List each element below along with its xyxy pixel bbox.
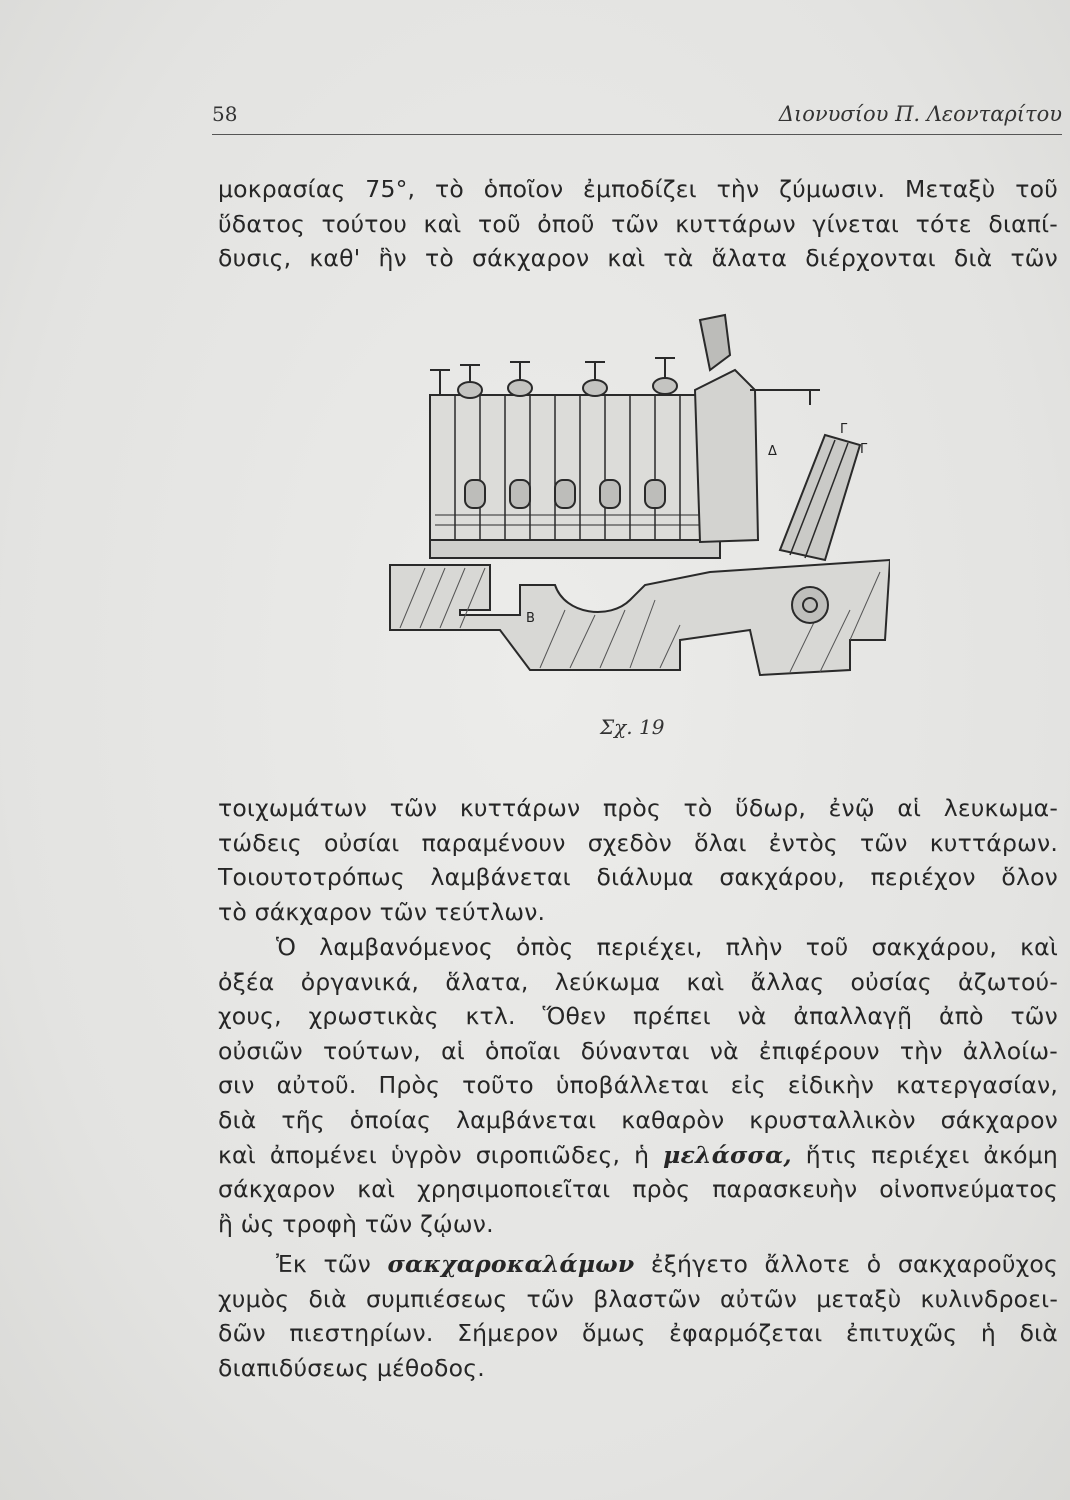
text-line: ὕδατος τούτου καὶ τοῦ ὀποῦ τῶν κυττάρων γίνεται τότε διαπί- (218, 209, 1058, 238)
term-melassa: μελάσσα, (663, 1140, 792, 1169)
text-line: Ὁ λαμβανόμενος ὀπὸς περιέχει, πλὴν τοῦ σακχάρου, καὶ (276, 933, 1058, 961)
term-sakcharokalamon: σακχαροκαλάμων (387, 1250, 635, 1278)
text-fragment: ἐξήγετο ἄλλοτε ὁ σακχαροῦχος (634, 1250, 1058, 1278)
figure-label-d: Δ (768, 444, 777, 459)
page-number: 58 (212, 102, 238, 126)
text-line: χυμὸς διὰ συμπιέσεως τῶν βλαστῶν αὐτῶν μεταξὺ κυλινδροει- (218, 1284, 1058, 1313)
text-line: ἢ ὡς τροφὴ τῶν ζῴων. (218, 1209, 494, 1238)
text-line: τώδεις οὐσίαι παραμένουν σχεδὸν ὅλαι ἐντὸς τῶν κυττάρων. (218, 828, 1058, 857)
text-line: ὀξέα ὀργανικά, ἅλατα, λεύκωμα καὶ ἄλλας οὐσίας ἀζωτού- (218, 967, 1058, 996)
text-line: δυσις, καθ' ἣν τὸ σάκχαρον καὶ τὰ ἅλατα διέρχονται διὰ τῶν (218, 244, 1058, 273)
text-line: οὐσιῶν τούτων, αἱ ὁποῖαι δύνανται νὰ ἐπιφέρουν τὴν ἀλλοίω- (218, 1036, 1058, 1065)
text-fragment: καὶ ἀπομένει ὑγρὸν σιροπιῶδες, ἡ (218, 1140, 664, 1169)
text-line: διαπιδύσεως μέθοδος. (218, 1353, 485, 1382)
text-fragment: ἥτις περιέχει ἀκόμη (791, 1140, 1058, 1169)
paragraph-3 (218, 930, 1058, 1241)
paragraph-4 (218, 1247, 1058, 1385)
figure-caption: Σχ. 19 (600, 715, 665, 739)
text-line: Τοιουτοτρόπως λαμβάνεται διάλυμα σακχάρου, περιέχον ὅλον (218, 863, 1058, 892)
text-line: σιν αὐτοῦ. Πρὸς τοῦτο ὑποβάλλεται εἰς εἰδικὴν κατεργασίαν, (218, 1071, 1058, 1100)
text-line: διὰ τῆς ὁποίας λαμβάνεται καθαρὸν κρυσταλλικὸν σάκχαρον (218, 1105, 1058, 1134)
paragraph-1 (218, 172, 1058, 276)
figure-label-g1: Γ (840, 422, 848, 437)
figure-label-g2: Γ (860, 442, 868, 457)
paragraph-2 (218, 791, 1058, 929)
text-line: χους, χρωστικὰς κτλ. Ὅθεν πρέπει νὰ ἀπαλλαγῇ ἀπὸ τῶν (218, 1002, 1058, 1031)
running-head: Διονυσίου Π. Λεονταρίτου (778, 102, 1062, 126)
text-line: μοκρασίας 75°, τὸ ὁποῖον ἐμποδίζει τὴν ζύμωσιν. Μεταξὺ τοῦ (218, 175, 1058, 203)
text-line: σάκχαρον καὶ χρησιμοποιεῖται πρὸς παρασκευὴν οἰνοπνεύματος (218, 1175, 1058, 1204)
figure-label-b: B (526, 611, 535, 626)
text-line (218, 1138, 1058, 1173)
diffusion-battery-illustration (380, 310, 890, 695)
text-fragment: Ἐκ τῶν (276, 1250, 388, 1278)
text-line: τὸ σάκχαρον τῶν τεύτλων. (218, 897, 546, 926)
page-header (212, 100, 1062, 135)
text-line (218, 1247, 1058, 1282)
text-line: τοιχωμάτων τῶν κυττάρων πρὸς τὸ ὕδωρ, ἐνῷ αἱ λευκωμα- (218, 794, 1058, 822)
text-line: δῶν πιεστηρίων. Σήμερον ὅμως ἐφαρμόζεται ἐπιτυχῶς ἡ διὰ (218, 1319, 1058, 1348)
